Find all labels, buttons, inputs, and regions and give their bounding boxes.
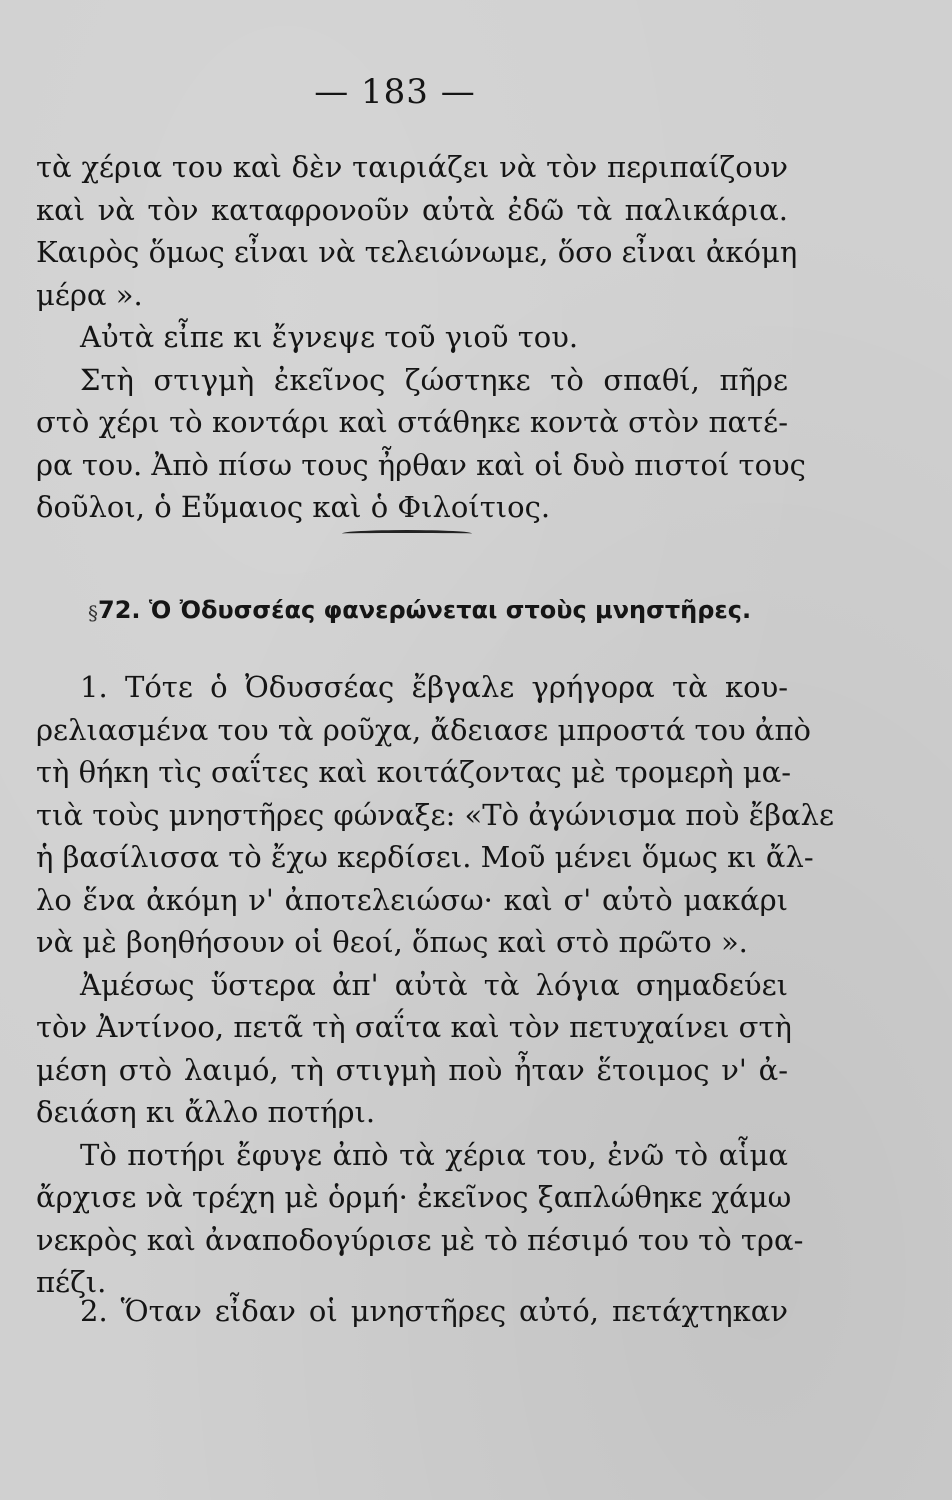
section-mark: §	[88, 601, 98, 625]
text-line: 2. Ὅταν εἶδαν οἱ μνηστῆρες αὐτό, πετάχτηκαν	[80, 1294, 788, 1328]
text-line: τὰ χέρια του καὶ δὲν ταιριάζει νὰ τὸν περιπαίζουν	[36, 150, 788, 184]
text-line: Καιρὸς ὅμως εἶναι νὰ τελειώνωμε, ὅσο εἶναι ἀκόμη	[36, 235, 798, 269]
text-line: νεκρὸς καὶ ἀναποδογύρισε μὲ τὸ πέσιμό του τὸ τρα-	[36, 1222, 804, 1257]
text-line: πέζι.	[36, 1265, 107, 1299]
text-line: ἡ βασίλισσα τὸ ἔχω κερδίσει. Μοῦ μένει ὅμως κι ἄλ-	[36, 840, 814, 874]
text-line: Τὸ ποτήρι ἔφυγε ἀπὸ τὰ χέρια του, ἐνῶ τὸ αἷμα	[80, 1137, 788, 1172]
text-line: τιὰ τοὺς μνηστῆρες φώναξε: «Τὸ ἀγώνισμα ποὺ ἔβαλε	[36, 797, 835, 832]
text-line: τὸν Ἀντίνοο, πετᾶ τὴ σαΐτα καὶ τὸν πετυχαίνει στὴ	[36, 1010, 792, 1044]
text-line: δειάση κι ἄλλο ποτήρι.	[36, 1095, 376, 1129]
section-heading: 72. Ὁ Ὀδυσσέας φανερώνεται στοὺς μνηστῆρες.	[98, 596, 752, 624]
section-separator	[342, 530, 472, 537]
text-line: Αὐτὰ εἶπε κι ἔγνεψε τοῦ γιοῦ του.	[80, 320, 579, 354]
text-line: νὰ μὲ βοηθήσουν οἱ θεοί, ὅπως καὶ στὸ πρῶτο ».	[36, 925, 748, 959]
text-line: καὶ νὰ τὸν καταφρονοῦν αὐτὰ ἐδῶ τὰ παλικάρια.	[36, 192, 788, 227]
paragraph	[36, 666, 835, 964]
paragraph	[36, 1290, 788, 1333]
text-block-top	[36, 146, 806, 529]
paragraph	[36, 316, 806, 529]
text-line: Ἀμέσως ὕστερα ἀπ' αὐτὰ τὰ λόγια σημαδεύει	[80, 967, 788, 1002]
text-line: τὴ θήκη τὶς σαΐτες καὶ κοιτάζοντας μὲ τρομερὴ μα-	[36, 755, 792, 789]
text-line: στὸ χέρι τὸ κοντάρι καὶ στάθηκε κοντὰ στὸν πατέ-	[36, 405, 788, 439]
text-line: ἄρχισε νὰ τρέχη μὲ ὁρμή· ἐκεῖνος ξαπλώθηκε χάμω	[36, 1180, 792, 1214]
text-line: λο ἕνα ἀκόμη ν' ἀποτελειώσω· καὶ σ' αὐτὸ μακάρι	[36, 882, 788, 917]
text-line: δοῦλοι, ὁ Εὔμαιος καὶ ὁ Φιλοίτιος.	[36, 490, 551, 524]
paragraph	[36, 964, 792, 1134]
text-block-section	[36, 666, 835, 1304]
text-line: μέρα ».	[36, 277, 143, 312]
text-line: ρα του. Ἀπὸ πίσω τους ἦρθαν καὶ οἱ δυὸ πιστοί τους	[36, 447, 806, 482]
text-line: Στὴ στιγμὴ ἐκεῖνος ζώστηκε τὸ σπαθί, πῆρε	[80, 362, 788, 397]
text-line: ρελιασμένα του τὰ ροῦχα, ἄδειασε μπροστά του ἀπὸ	[36, 712, 811, 747]
text-line: 1. Τότε ὁ Ὀδυσσέας ἔβγαλε γρήγορα τὰ κου-	[80, 670, 788, 704]
paragraph	[36, 1134, 804, 1304]
text-line: μέση στὸ λαιμό, τὴ στιγμὴ ποὺ ἦταν ἕτοιμος ν' ἀ-	[36, 1052, 788, 1087]
page-number: — 183 —	[314, 72, 476, 112]
text-block-bottom	[36, 1290, 788, 1333]
paragraph	[36, 146, 798, 316]
